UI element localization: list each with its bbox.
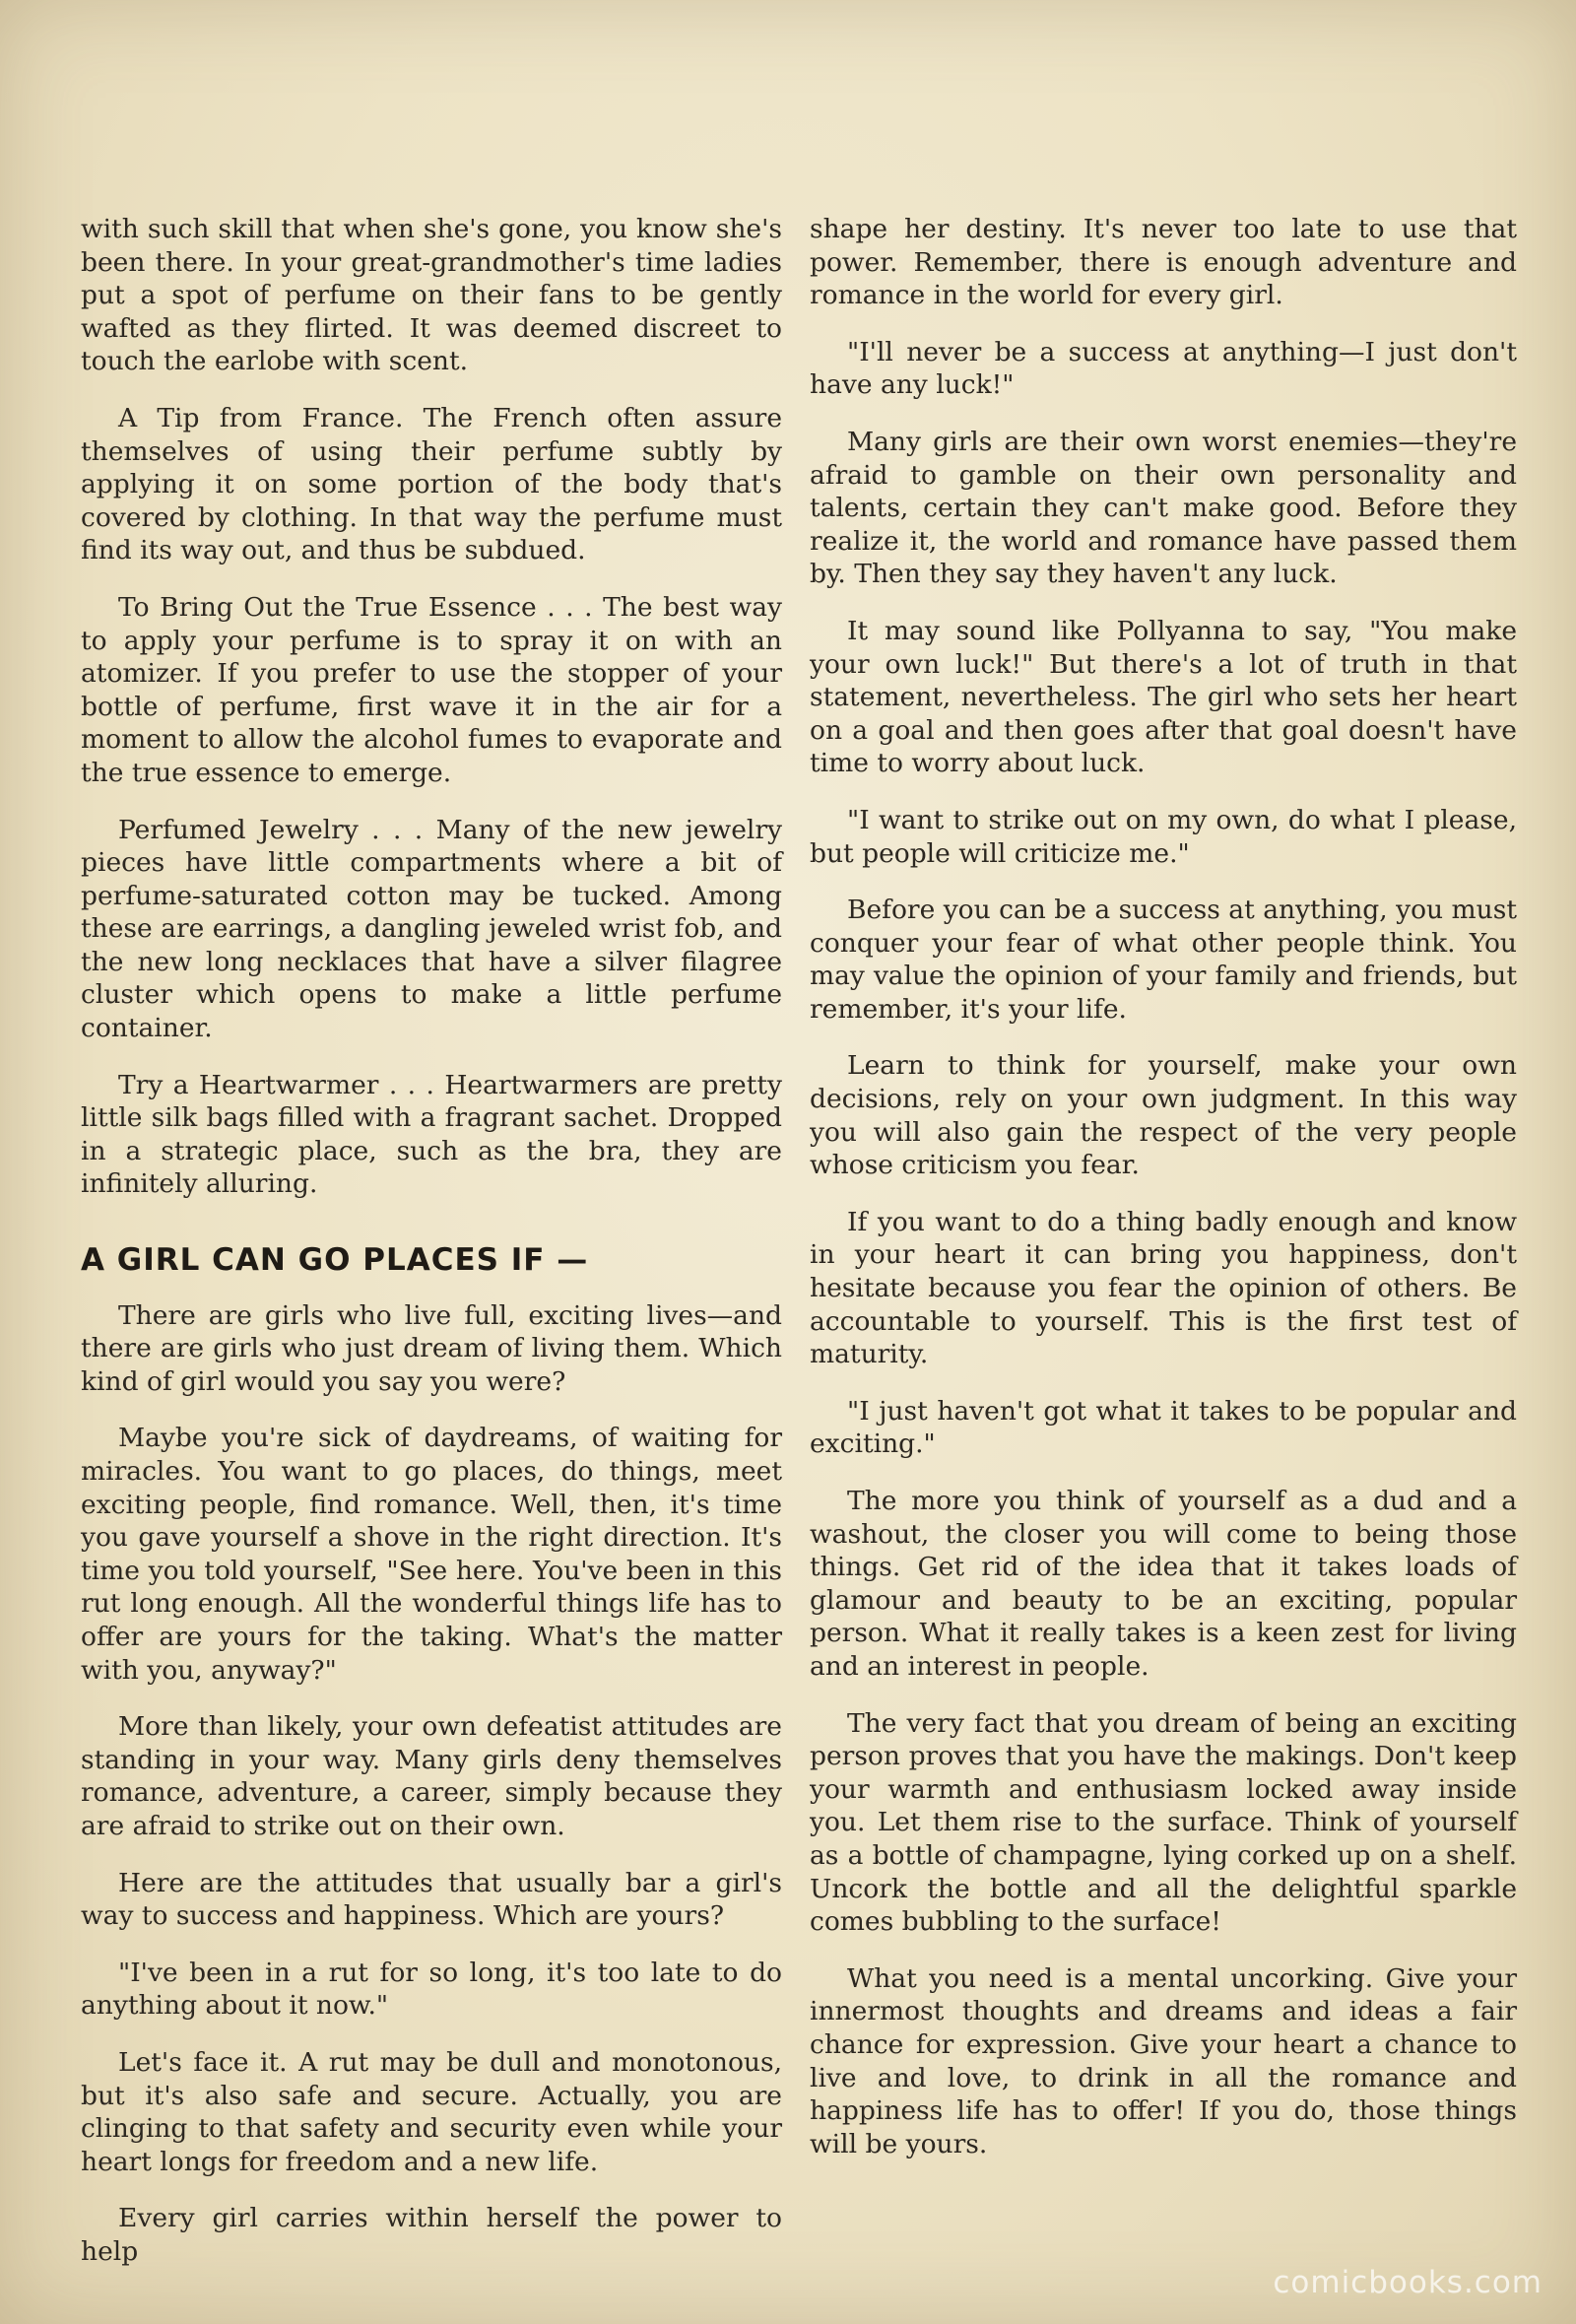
paragraph: Maybe you're sick of daydreams, of waiting for miracles. You want to go places, do things, meet exciting people, find romance. Well, then, it's time you gave yourself a shove in the right direction. It's time you told yourself, "See here. You've been in this rut long enough. All the wonderful things life has to offer are yours for the taking. What's the matter with you, anyway?": [81, 1423, 782, 1686]
quote-paragraph: "I just haven't got what it takes to be popular and exciting.": [810, 1395, 1517, 1460]
quote-paragraph: "I want to strike out on my own, do what I please, but people will criticize me.": [810, 804, 1517, 869]
quote-paragraph: "I'll never be a success at anything—I just don't have any luck!": [810, 336, 1517, 401]
paragraph: A Tip from France. The French often assure themselves of using their perfume subtly by applying it on some portion of the body that's covered by clothing. In that way the perfume must find its way out, and thus be subdued.: [81, 402, 782, 566]
paragraph: There are girls who live full, exciting lives—and there are girls who just dream of living them. Which kind of girl would you say you were?: [81, 1299, 782, 1397]
paragraph: shape her destiny. It's never too late to use that power. Remember, there is enough adventure and romance in the world for every girl.: [810, 214, 1517, 311]
paragraph: with such skill that when she's gone, you know she's been there. In your great-grandmother's time ladies put a spot of perfume on their fans to be gently wafted as they flirted. It was deemed discreet to touch the earlobe with scent.: [81, 214, 782, 377]
section-heading: A GIRL CAN GO PLACES IF —: [81, 1242, 589, 1279]
paragraph: What you need is a mental uncorking. Give your innermost thoughts and dreams and ideas a fair chance for expression. Give your heart a chance to live and love, to drink in all the romance and happiness life has to offer! If you do, those things will be yours.: [810, 1962, 1517, 2159]
paragraph: If you want to do a thing badly enough and know in your heart it can bring you happiness, don't hesitate because you fear the opinion of others. Be accountable to yourself. This is the first test of maturity.: [810, 1206, 1517, 1370]
paragraph: More than likely, your own defeatist attitudes are standing in your way. Many girls deny themselves romance, adventure, a career, simply because they are afraid to strike out on their own.: [81, 1711, 782, 1841]
paragraph: Every girl carries within herself the power to help: [81, 2203, 782, 2267]
quote-paragraph: "I've been in a rut for so long, it's too late to do anything about it now.": [81, 1957, 782, 2022]
paragraph: It may sound like Pollyanna to say, "You make your own luck!" But there's a lot of truth in that statement, nevertheless. The girl who sets her heart on a goal and then goes after that goal doesn't have time to worry about luck.: [810, 615, 1517, 779]
paragraph: The very fact that you dream of being an exciting person proves that you have the makings. Don't keep your warmth and enthusiasm locked away inside you. Let them rise to the surface. Think of yourself as a bottle of champagne, lying corked up on a shelf. Uncork the bottle and all the delightful sparkle comes bubbling to the surface!: [810, 1707, 1517, 1938]
paragraph: Learn to think for yourself, make your own decisions, rely on your own judgment. In this way you will also gain the respect of the very people whose criticism you fear.: [810, 1050, 1517, 1181]
paragraph: To Bring Out the True Essence . . . The best way to apply your perfume is to spray it on with an atomizer. If you prefer to use the stopper of your bottle of perfume, first wave it in the air for a moment to allow the alcohol fumes to evaporate and the true essence to emerge.: [81, 591, 782, 788]
paragraph: Here are the attitudes that usually bar a girl's way to success and happiness. Which are yours?: [81, 1867, 782, 1932]
left-column: [81, 213, 782, 2268]
paragraph: Let's face it. A rut may be dull and monotonous, but it's also safe and secure. Actually, you are clinging to that safety and security even while your heart longs for freedom and a new life.: [81, 2046, 782, 2177]
paragraph: Try a Heartwarmer . . . Heartwarmers are pretty little silk bags filled with a fragrant sachet. Dropped in a strategic place, such as the bra, they are infinitely alluring.: [81, 1069, 782, 1200]
paragraph: The more you think of yourself as a dud and a washout, the closer you will come to being those things. Get rid of the idea that it takes loads of glamour and beauty to be an exciting, popular person. What it really takes is a keen zest for living and an interest in people.: [810, 1486, 1517, 1682]
paragraph: Many girls are their own worst enemies—they're afraid to gamble on their own personality and talents, certain they can't make good. Before they realize it, the world and romance have passed them by. Then they say they haven't any luck.: [810, 426, 1517, 590]
watermark: comicbooks.com: [1273, 2265, 1543, 2300]
right-column: [810, 213, 1517, 2160]
paragraph: Before you can be a success at anything, you must conquer your fear of what other people think. You may value the opinion of your family and friends, but remember, it's your life.: [810, 895, 1517, 1025]
paragraph: Perfumed Jewelry . . . Many of the new jewelry pieces have little compartments where a bit of perfume-saturated cotton may be tucked. Among these are earrings, a dangling jeweled wrist fob, and the new long necklaces that have a silver filagree cluster which opens to make a little perfume container.: [81, 814, 782, 1044]
